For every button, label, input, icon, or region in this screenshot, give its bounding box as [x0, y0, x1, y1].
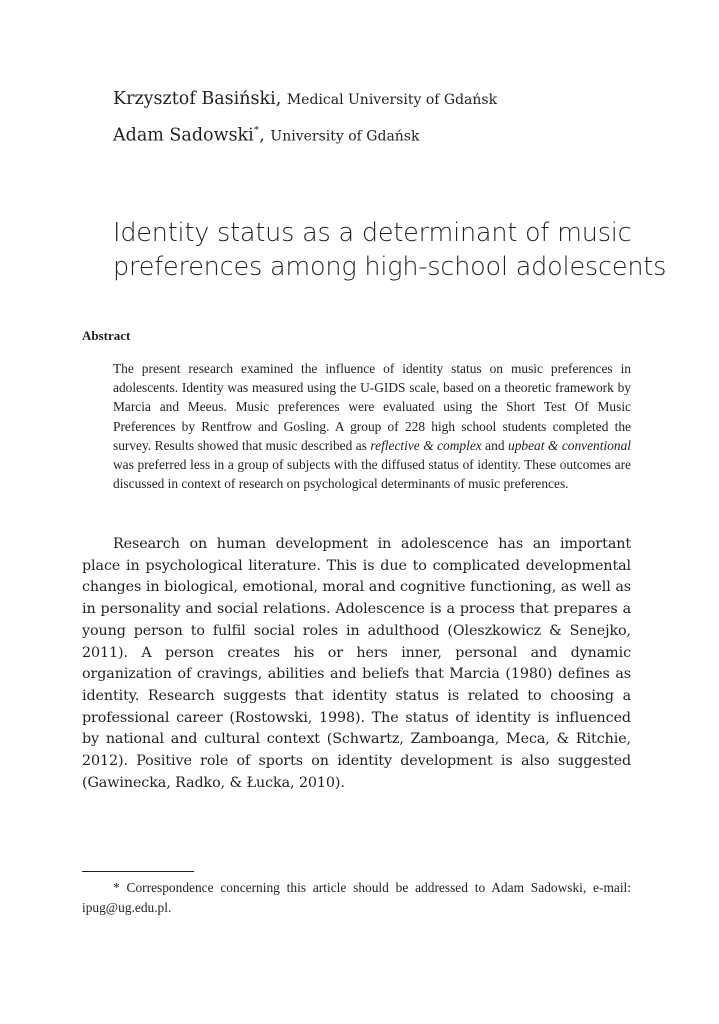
author-separator: , — [259, 125, 271, 146]
abstract-heading: Abstract — [82, 328, 131, 343]
paper-title: Identity status as a determinant of music preferences among high-school adolescents — [113, 218, 667, 282]
abstract-text: and — [481, 437, 508, 453]
author-affiliation: University of Gdańsk — [270, 128, 420, 145]
footnote-text: Correspondence concerning this article should be addressed to Adam Sadowski, e-mail: ipug@ug.edu.pl. — [82, 880, 631, 915]
main-text — [82, 534, 631, 794]
footnote-mark: * — [113, 880, 120, 895]
abstract-emphasis: upbeat & conventional — [508, 437, 631, 453]
footnote-paragraph — [82, 878, 631, 917]
footnote-divider — [82, 871, 194, 872]
abstract-text: The present research examined the influence of identity status on music preferences in adolescents. Identity was measured using the U-GIDS scale, based on a theoretic framework by Marcia and Meeus. Music preferences were evaluated using the Short Test Of Music Preferences by Rentfrow and Gosling. A group of 228 high school students completed the survey. Results showed that music described as — [113, 361, 631, 453]
author-separator: , — [275, 89, 287, 109]
author-mark: * — [253, 124, 260, 136]
abstract-emphasis: reflective & complex — [370, 437, 482, 453]
abstract-paragraph — [113, 359, 631, 493]
author-line-2 — [113, 115, 497, 151]
abstract-body — [113, 359, 631, 493]
author-line-1 — [113, 84, 497, 115]
abstract-text: was preferred less in a group of subjects with the diffused status of identity. These outcomes are discussed in context of research on psychological determinants of music preferences. — [113, 457, 631, 492]
author-affiliation: Medical University of Gdańsk — [286, 92, 498, 108]
body-paragraph: Research on human development in adolescence has an important place in psychological literature. This is due to complicated developmental changes in biological, emotional, moral and cognitive functioning, as well as in personality and social relations. Adolescence is a process that prepares a young person to fulfil social roles in adulthood (Oleszkowicz & Senejko, 2011). A person creates his or hers inner, personal and dynamic organization of cravings, abilities and beliefs that Marcia (1980) defines as identity. Research suggests that identity status is related to choosing a professional career (Rostowski, 1998). The status of identity is influenced by national and cultural context (Schwartz, Zamboanga, Meca, & Ritchie, 2012). Positive role of sports on identity development is also suggested (Gawinecka, Radko, & Łucka, 2010). — [82, 536, 631, 791]
footnote — [82, 878, 631, 917]
author-name: Adam Sadowski — [113, 125, 254, 146]
author-block — [113, 84, 497, 151]
author-name: Krzysztof Basiński — [113, 89, 276, 109]
